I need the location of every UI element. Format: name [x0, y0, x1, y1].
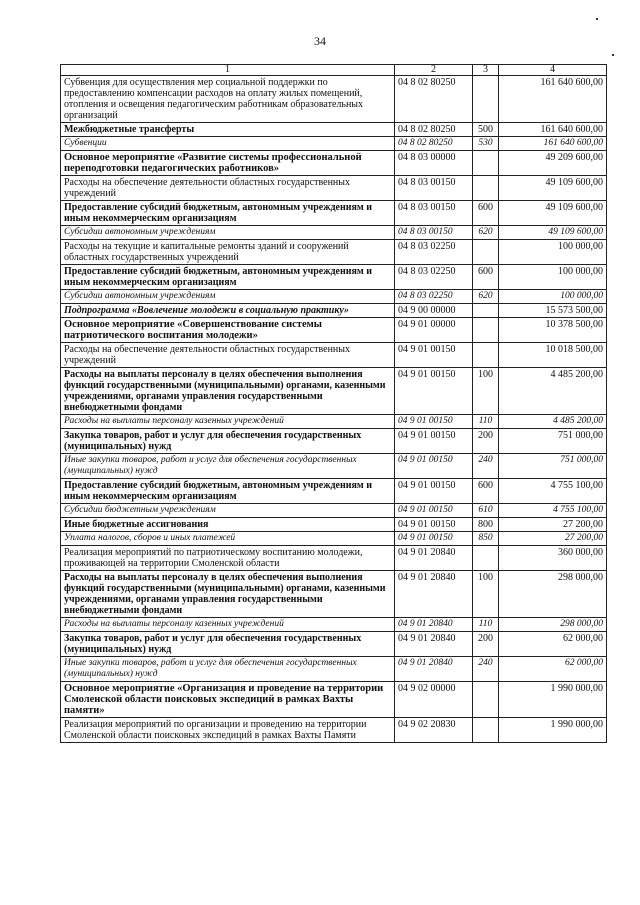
row-kvr-cell: 200: [473, 429, 499, 454]
table-row: [61, 76, 607, 123]
row-kvr-cell: 110: [473, 618, 499, 632]
row-name-cell: Иные бюджетные ассигнования: [61, 518, 395, 532]
table-row: [61, 137, 607, 151]
row-kvr-cell: [473, 151, 499, 176]
row-amount-cell: 161 640 600,00: [499, 76, 607, 123]
row-name-cell: Расходы на выплаты персоналу казенных учреждений: [61, 618, 395, 632]
scan-mark: [596, 18, 598, 20]
row-code-cell: 04 9 01 00150: [395, 368, 473, 415]
row-amount-cell: 4 485 200,00: [499, 368, 607, 415]
row-code-cell: 04 8 02 80250: [395, 123, 473, 137]
row-name-cell: Основное мероприятие «Совершенствование системы патриотического воспитания молодежи»: [61, 318, 395, 343]
row-name-cell: Расходы на выплаты персоналу казенных учреждений: [61, 415, 395, 429]
row-amount-cell: 62 000,00: [499, 632, 607, 657]
row-code-cell: 04 9 01 20840: [395, 657, 473, 682]
row-kvr-cell: 100: [473, 368, 499, 415]
row-name-cell: Предоставление субсидий бюджетным, автономным учреждениям и иным некоммерческим организациям: [61, 479, 395, 504]
row-code-cell: 04 9 01 20840: [395, 546, 473, 571]
table-row: [61, 343, 607, 368]
row-amount-cell: 1 990 000,00: [499, 718, 607, 743]
row-code-cell: 04 9 02 00000: [395, 682, 473, 718]
row-kvr-cell: [473, 682, 499, 718]
row-name-cell: Подпрограмма «Вовлечение молодежи в социальную практику»: [61, 304, 395, 318]
row-name-cell: Предоставление субсидий бюджетным, автономным учреждениям и иным некоммерческим организациям: [61, 265, 395, 290]
row-amount-cell: 49 109 600,00: [499, 201, 607, 226]
row-name-cell: Субвенции: [61, 137, 395, 151]
row-amount-cell: 27 200,00: [499, 518, 607, 532]
row-code-cell: 04 9 01 00150: [395, 415, 473, 429]
column-header-3: 3: [473, 65, 499, 76]
row-amount-cell: 100 000,00: [499, 290, 607, 304]
row-code-cell: 04 9 02 20830: [395, 718, 473, 743]
row-name-cell: Субсидии автономным учреждениям: [61, 290, 395, 304]
row-amount-cell: 49 209 600,00: [499, 151, 607, 176]
row-amount-cell: 62 000,00: [499, 657, 607, 682]
row-code-cell: 04 9 00 00000: [395, 304, 473, 318]
row-amount-cell: 100 000,00: [499, 240, 607, 265]
row-kvr-cell: 240: [473, 454, 499, 479]
row-amount-cell: 4 755 100,00: [499, 504, 607, 518]
row-kvr-cell: [473, 240, 499, 265]
table-body: [61, 76, 607, 743]
row-amount-cell: 298 000,00: [499, 571, 607, 618]
row-amount-cell: 100 000,00: [499, 265, 607, 290]
row-name-cell: Расходы на текущие и капитальные ремонты зданий и сооружений областных государственных учреждений: [61, 240, 395, 265]
row-code-cell: 04 9 01 00000: [395, 318, 473, 343]
row-amount-cell: 10 018 500,00: [499, 343, 607, 368]
page-number: 34: [314, 34, 326, 48]
row-amount-cell: 4 485 200,00: [499, 415, 607, 429]
table-row: [61, 657, 607, 682]
column-header-2: 2: [395, 65, 473, 76]
row-name-cell: Субвенция для осуществления мер социальной поддержки по предоставлению компенсации расходов на оплату жилых помещений, отопления и освещения педагогическим работникам образовательных организаций: [61, 76, 395, 123]
table-row: [61, 632, 607, 657]
row-code-cell: 04 9 01 20840: [395, 571, 473, 618]
row-amount-cell: 751 000,00: [499, 429, 607, 454]
row-amount-cell: 15 573 500,00: [499, 304, 607, 318]
row-code-cell: 04 9 01 00150: [395, 479, 473, 504]
row-kvr-cell: 620: [473, 290, 499, 304]
table-row: [61, 454, 607, 479]
row-name-cell: Межбюджетные трансферты: [61, 123, 395, 137]
table-row: [61, 518, 607, 532]
row-kvr-cell: [473, 176, 499, 201]
row-code-cell: 04 9 01 20840: [395, 618, 473, 632]
row-code-cell: 04 9 01 20840: [395, 632, 473, 657]
table-row: [61, 546, 607, 571]
row-code-cell: 04 9 01 00150: [395, 343, 473, 368]
table-header-row: [61, 65, 607, 76]
row-kvr-cell: [473, 304, 499, 318]
row-name-cell: Уплата налогов, сборов и иных платежей: [61, 532, 395, 546]
row-name-cell: Расходы на выплаты персоналу в целях обеспечения выполнения функций государственными (муниципальными) органами, казенными учреждениями, органами управления государственными внебюджетными фондами: [61, 368, 395, 415]
table-row: [61, 415, 607, 429]
row-kvr-cell: [473, 318, 499, 343]
row-code-cell: 04 8 03 02250: [395, 240, 473, 265]
table-row: [61, 504, 607, 518]
table-row: [61, 151, 607, 176]
row-kvr-cell: 500: [473, 123, 499, 137]
row-code-cell: 04 8 03 02250: [395, 265, 473, 290]
row-code-cell: 04 8 03 00000: [395, 151, 473, 176]
row-amount-cell: 27 200,00: [499, 532, 607, 546]
row-name-cell: Закупка товаров, работ и услуг для обеспечения государственных (муниципальных) нужд: [61, 429, 395, 454]
row-amount-cell: 4 755 100,00: [499, 479, 607, 504]
table-row: [61, 226, 607, 240]
row-code-cell: 04 9 01 00150: [395, 454, 473, 479]
column-header-4: 4: [499, 65, 607, 76]
row-code-cell: 04 8 02 80250: [395, 137, 473, 151]
table-row: [61, 571, 607, 618]
scan-mark: [612, 54, 614, 56]
row-name-cell: Реализация мероприятий по организации и проведению на территории Смоленской области поисковых экспедиций в рамках Вахты Памяти: [61, 718, 395, 743]
column-header-1: 1: [61, 65, 395, 76]
row-code-cell: 04 9 01 00150: [395, 429, 473, 454]
row-amount-cell: 10 378 500,00: [499, 318, 607, 343]
table-row: [61, 718, 607, 743]
row-name-cell: Расходы на обеспечение деятельности областных государственных учреждений: [61, 176, 395, 201]
row-kvr-cell: [473, 76, 499, 123]
row-kvr-cell: 850: [473, 532, 499, 546]
row-code-cell: 04 8 03 02250: [395, 290, 473, 304]
row-kvr-cell: 800: [473, 518, 499, 532]
table-row: [61, 176, 607, 201]
row-kvr-cell: [473, 343, 499, 368]
row-kvr-cell: 610: [473, 504, 499, 518]
row-name-cell: Иные закупки товаров, работ и услуг для обеспечения государственных (муниципальных) нужд: [61, 454, 395, 479]
table-row: [61, 265, 607, 290]
row-kvr-cell: 600: [473, 265, 499, 290]
row-name-cell: Субсидии автономным учреждениям: [61, 226, 395, 240]
row-code-cell: 04 8 02 80250: [395, 76, 473, 123]
row-kvr-cell: 100: [473, 571, 499, 618]
row-name-cell: Предоставление субсидий бюджетным, автономным учреждениям и иным некоммерческим организациям: [61, 201, 395, 226]
row-amount-cell: 1 990 000,00: [499, 682, 607, 718]
row-code-cell: 04 8 03 00150: [395, 176, 473, 201]
table-row: [61, 201, 607, 226]
row-amount-cell: 49 109 600,00: [499, 226, 607, 240]
table-row: [61, 240, 607, 265]
table-row: [61, 618, 607, 632]
row-amount-cell: 751 000,00: [499, 454, 607, 479]
row-name-cell: Субсидии бюджетным учреждениям: [61, 504, 395, 518]
row-kvr-cell: 110: [473, 415, 499, 429]
table-row: [61, 682, 607, 718]
row-name-cell: Расходы на обеспечение деятельности областных государственных учреждений: [61, 343, 395, 368]
row-amount-cell: 161 640 600,00: [499, 123, 607, 137]
row-kvr-cell: [473, 718, 499, 743]
row-kvr-cell: 530: [473, 137, 499, 151]
table-row: [61, 532, 607, 546]
row-code-cell: 04 9 01 00150: [395, 532, 473, 546]
row-code-cell: 04 8 03 00150: [395, 226, 473, 240]
row-code-cell: 04 9 01 00150: [395, 518, 473, 532]
row-kvr-cell: 620: [473, 226, 499, 240]
table-row: [61, 290, 607, 304]
budget-table: [60, 64, 607, 743]
row-name-cell: Основное мероприятие «Организация и проведение на территории Смоленской области поисковых экспедиций в рамках Вахты памяти»: [61, 682, 395, 718]
row-code-cell: 04 8 03 00150: [395, 201, 473, 226]
row-kvr-cell: 240: [473, 657, 499, 682]
row-name-cell: Расходы на выплаты персоналу в целях обеспечения выполнения функций государственными (муниципальными) органами, казенными учреждениями, органами управления государственными внебюджетными фондами: [61, 571, 395, 618]
table-row: [61, 123, 607, 137]
row-amount-cell: 49 109 600,00: [499, 176, 607, 201]
row-kvr-cell: 200: [473, 632, 499, 657]
row-kvr-cell: 600: [473, 201, 499, 226]
row-amount-cell: 360 000,00: [499, 546, 607, 571]
row-kvr-cell: 600: [473, 479, 499, 504]
row-amount-cell: 298 000,00: [499, 618, 607, 632]
row-name-cell: Закупка товаров, работ и услуг для обеспечения государственных (муниципальных) нужд: [61, 632, 395, 657]
row-name-cell: Реализация мероприятий по патриотическому воспитанию молодежи, проживающей на территории Смоленской области: [61, 546, 395, 571]
table-row: [61, 318, 607, 343]
row-amount-cell: 161 640 600,00: [499, 137, 607, 151]
table-row: [61, 429, 607, 454]
row-name-cell: Иные закупки товаров, работ и услуг для обеспечения государственных (муниципальных) нужд: [61, 657, 395, 682]
row-name-cell: Основное мероприятие «Развитие системы профессиональной переподготовки педагогических работников»: [61, 151, 395, 176]
row-kvr-cell: [473, 546, 499, 571]
table-row: [61, 304, 607, 318]
table-row: [61, 368, 607, 415]
table-row: [61, 479, 607, 504]
row-code-cell: 04 9 01 00150: [395, 504, 473, 518]
